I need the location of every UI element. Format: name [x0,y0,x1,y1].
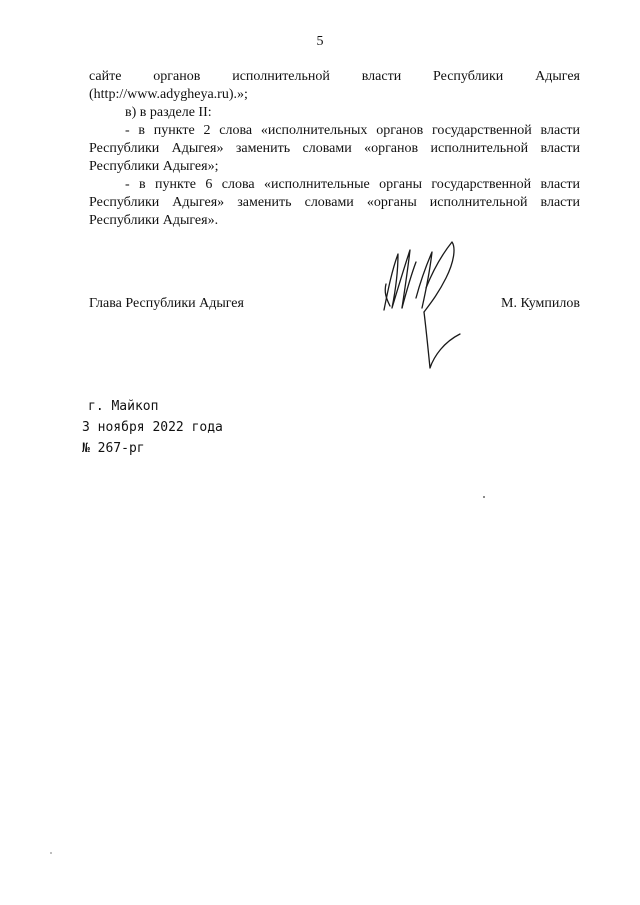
scan-speck [50,852,52,854]
paragraph-1-line-1: сайте органов исполнительной власти Республики Адыгея [89,69,580,84]
page-number: 5 [316,34,324,49]
document-number: № 267-рг [82,441,145,456]
scan-speck [483,496,485,498]
paragraph-item-6: - в пункте 6 слова «исполнительные органы государственной власти Республики Адыгея» заменить словами «органы исполнительной власти Республики Адыгея». [89,177,580,228]
signatory-name: М. Кумпилов [501,296,580,311]
document-date: 3 ноября 2022 года [82,420,223,435]
signature-block [89,296,580,316]
document-body [89,68,580,230]
paragraph-section-ii: в) в разделе II: [125,105,212,120]
paragraph-1 [89,68,580,104]
document-footer [82,396,223,459]
city: г. Майкоп [88,399,159,414]
paragraph-item-2: - в пункте 2 слова «исполнительных органов государственной власти Республики Адыгея» заменить словами «органов исполнительной власти Республики Адыгея»; [89,123,580,174]
paragraph-1-line-2: (http://www.adygheya.ru).»; [89,87,248,102]
signatory-title: Глава Республики Адыгея [89,296,244,311]
